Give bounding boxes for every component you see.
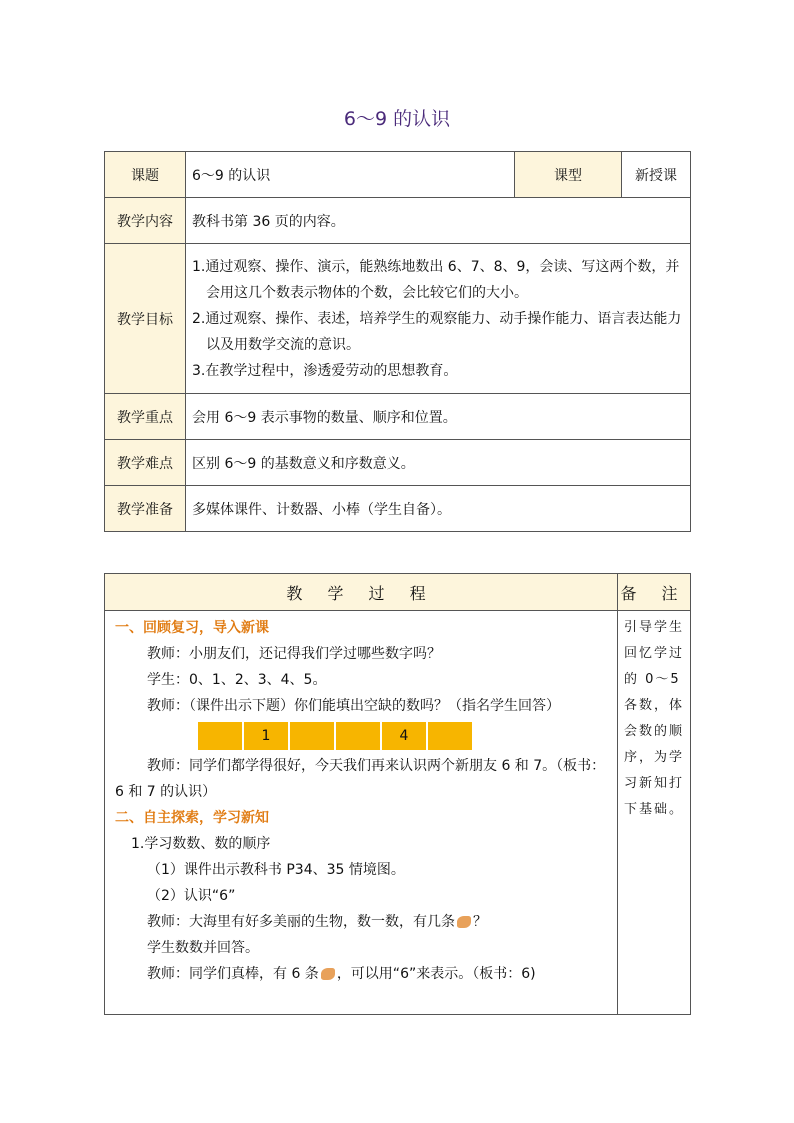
prep-value: 多媒体课件、计数器、小棒（学生自备）。	[186, 486, 691, 532]
type-value: 新授课	[622, 152, 691, 198]
step-line: 1.学习数数、数的顺序	[131, 836, 271, 852]
number-sequence	[197, 721, 611, 751]
dialog-line: 学生：0、1、2、3、4、5。	[147, 672, 327, 688]
lesson-info-table	[104, 151, 691, 532]
fish-icon	[457, 916, 471, 928]
step-line: （2）认识“6”	[147, 888, 236, 904]
dialog-text: ，可以用“6”来表示。（板书：6)	[336, 966, 536, 982]
dialog-line: 教师：小朋友们，还记得我们学过哪些数字吗？	[147, 646, 441, 662]
goal-item: 3.在教学过程中，渗透爱劳动的思想教育。	[192, 362, 458, 379]
process-table	[104, 573, 691, 1015]
difficulty-label: 教学难点	[105, 440, 186, 486]
key-value: 会用 6～9 表示事物的数量、顺序和位置。	[186, 394, 691, 440]
dialog-line: 学生数数并回答。	[147, 940, 259, 956]
type-label: 课型	[515, 152, 622, 198]
number-box	[427, 721, 473, 751]
dialog-text: 教师：同学们真棒，有 6 条	[147, 966, 319, 982]
dialog-text: ？	[473, 914, 487, 930]
number-box: 4	[381, 721, 427, 751]
fish-icon	[321, 968, 335, 980]
section-heading: 一、回顾复习，导入新课	[115, 620, 269, 636]
dialog-line	[115, 961, 611, 987]
key-label: 教学重点	[105, 394, 186, 440]
number-box	[289, 721, 335, 751]
process-content	[105, 611, 618, 1015]
goal-item: 2.通过观察、操作、表述，培养学生的观察能力、动手操作能力、语言表达能力以及用数学交流的意识。	[192, 310, 682, 353]
dialog-line: 教师：（课件出示下题）你们能填出空缺的数吗？（指名学生回答）	[147, 698, 560, 714]
section-heading: 二、自主探索，学习新知	[115, 810, 269, 826]
dialog-line	[115, 909, 611, 935]
goal-cell	[186, 244, 691, 394]
prep-label: 教学准备	[105, 486, 186, 532]
goal-item: 1.通过观察、操作、演示，能熟练地数出 6、7、8、9，会读、写这两个数，并会用这几个数表示物体的个数，会比较它们的大小。	[192, 258, 680, 301]
dialog-text: 教师：大海里有好多美丽的生物，数一数，有几条	[147, 914, 455, 930]
difficulty-value: 区别 6～9 的基数意义和序数意义。	[186, 440, 691, 486]
number-box	[335, 721, 381, 751]
note-header: 备 注	[618, 574, 691, 611]
topic-label: 课题	[105, 152, 186, 198]
page-title: 6～9 的认识	[343, 108, 451, 130]
number-box: 1	[243, 721, 289, 751]
content-label: 教学内容	[105, 198, 186, 244]
dialog-line: 教师：同学们都学得很好，今天我们再来认识两个新朋友 6 和 7。（板书：6 和 7 的认识）	[115, 758, 606, 800]
content-value: 教科书第 36 页的内容。	[186, 198, 691, 244]
process-header: 教 学 过 程	[105, 574, 618, 611]
goal-list	[192, 254, 684, 384]
step-line: （1）课件出示教科书 P34、35 情境图。	[147, 862, 405, 878]
number-box	[197, 721, 243, 751]
note-content: 引导学生回忆学过的 0～5 各数，体会数的顺序，为学习新知打下基础。	[618, 611, 691, 1015]
topic-value: 6～9 的认识	[186, 152, 515, 198]
goal-label: 教学目标	[105, 244, 186, 394]
